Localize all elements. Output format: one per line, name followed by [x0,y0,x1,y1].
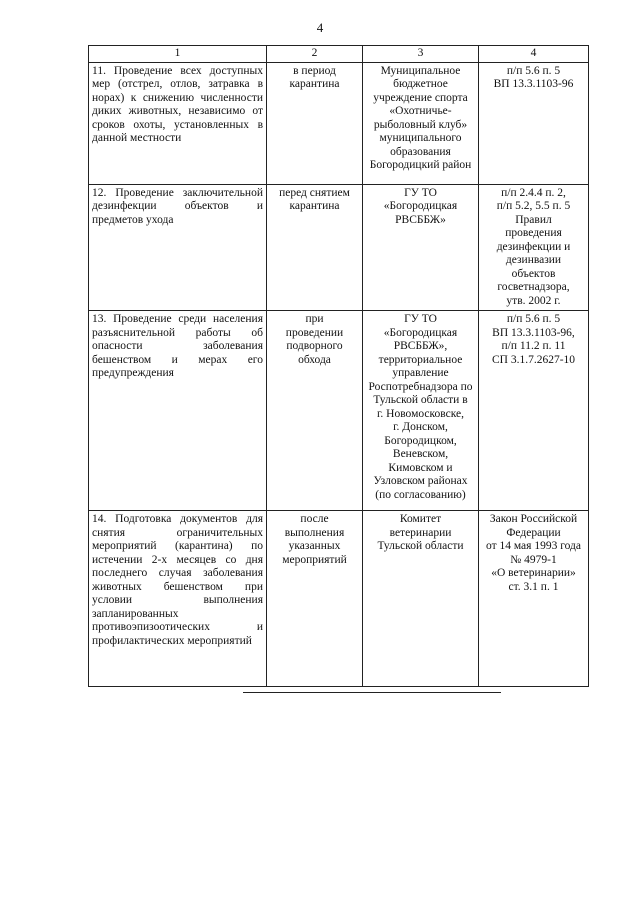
measure-legal-basis: п/п 2.4.4 п. 2, п/п 5.2, 5.5 п. 5 Правил проведения дезинфекции и дезинвазии объектов госветнадзора, утв. 2002 г. [479,184,589,311]
table-header-row [89,46,589,63]
column-header-2: 2 [267,46,363,63]
measure-legal-basis: п/п 5.6 п. 5 ВП 13.3.1103-96, п/п 11.2 п. 11 СП 3.1.7.2627-10 [479,311,589,511]
measure-timing: при проведении подворного обхода [267,311,363,511]
table-row [89,511,589,687]
page-number: 4 [316,20,324,35]
closing-rule [243,692,501,693]
measure-description: 14. Подготовка документов для снятия ограничительных мероприятий (карантина) по истечении 2-х месяцев со дня последнего случая заболевания животных бешенством при условии выполнения запланированных противоэпизоотических и профилактических мероприятий [89,511,267,687]
column-header-1: 1 [89,46,267,63]
measure-description: 13. Проведение среди населения разъяснительной работы об опасности заболевания бешенством и мерах его предупреждения [89,311,267,511]
table-row [89,184,589,311]
measure-description: 11. Проведение всех доступных мер (отстрел, отлов, затравка в норах) к снижению численности диких животных, независимо от сроков охоты, установленных в данной местности [89,62,267,184]
measure-timing: в период карантина [267,62,363,184]
table-row [89,311,589,511]
measure-legal-basis: Закон Российской Федерации от 14 мая 1993 года № 4979-1 «О ветеринарии» ст. 3.1 п. 1 [479,511,589,687]
measure-timing: после выполнения указанных мероприятий [267,511,363,687]
measure-executor: ГУ ТО «Богородицкая РВСББЖ» [363,184,479,311]
measure-executor: ГУ ТО «Богородицкая РВСББЖ», территориальное управление Роспотребнадзора по Тульской области в г. Новомосковске, г. Донском, Богородицком, Веневском, Кимовском и Узловском районах (по согласованию) [363,311,479,511]
measure-executor: Комитет ветеринарии Тульской области [363,511,479,687]
measures-table [88,45,589,687]
measure-description: 12. Проведение заключительной дезинфекции объектов и предметов ухода [89,184,267,311]
measure-executor: Муниципальное бюджетное учреждение спорта «Охотничье- рыболовный клуб» муниципального образования Богородицкий район [363,62,479,184]
table-row [89,62,589,184]
measure-legal-basis: п/п 5.6 п. 5 ВП 13.3.1103-96 [479,62,589,184]
column-header-3: 3 [363,46,479,63]
column-header-4: 4 [479,46,589,63]
measure-timing: перед снятием карантина [267,184,363,311]
